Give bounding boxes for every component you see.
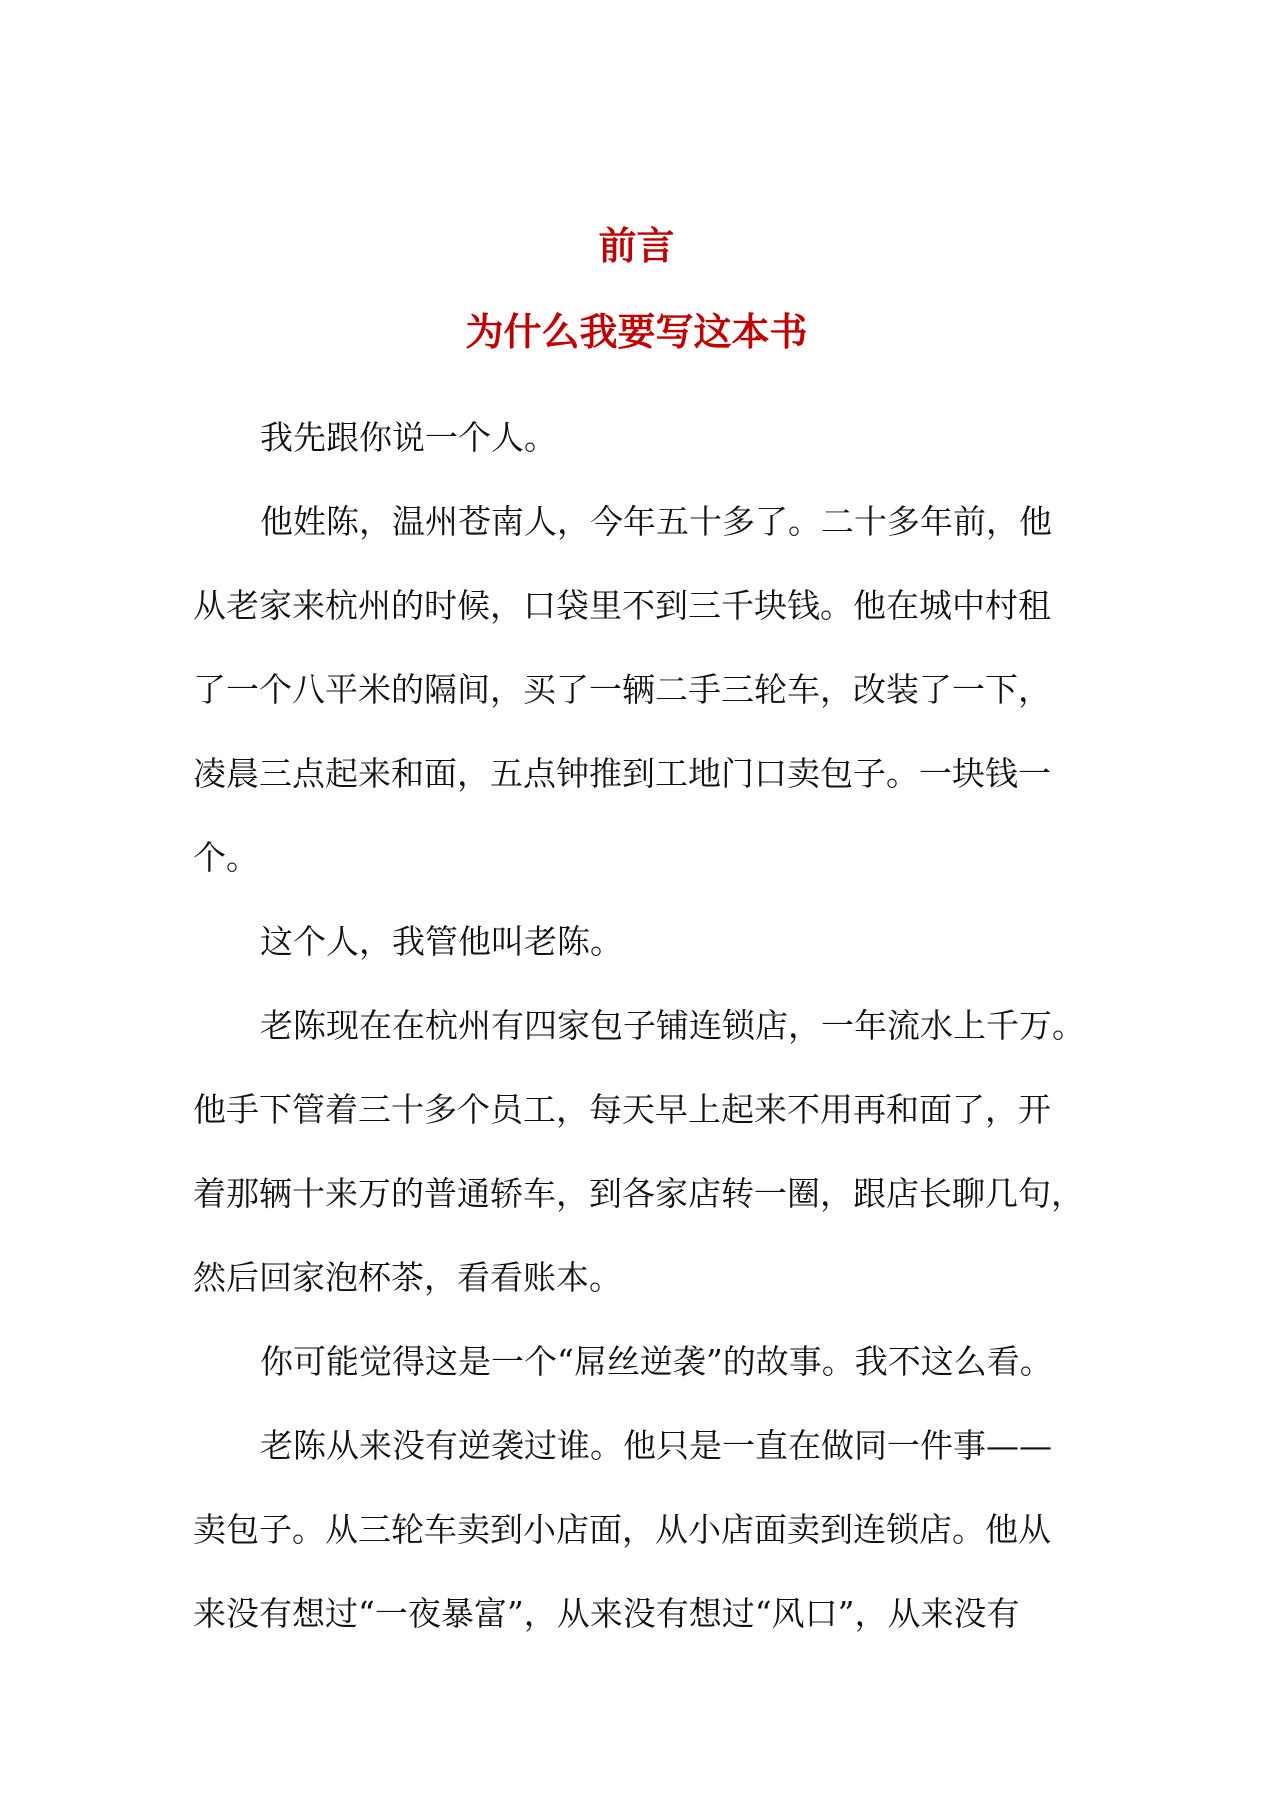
paragraph [193, 396, 1080, 480]
text-line: 老陈现在在杭州有四家包子铺连锁店，一年流水上千万。 [260, 1006, 1085, 1045]
paragraph [193, 900, 1080, 984]
text-line: 来没有想过“一夜暴富”，从来没有想过“风口”，从来没有 [193, 1594, 1020, 1633]
text-line: 他手下管着三十多个员工，每天早上起来不用再和面了，开 [193, 1090, 1051, 1129]
text-line: 老陈从来没有逆袭过谁。他只是一直在做同一件事—— [260, 1426, 1052, 1465]
text-line: 他姓陈，温州苍南人，今年五十多了。二十多年前，他 [260, 502, 1052, 541]
chapter-title: 前言 [598, 223, 675, 268]
text-line: 这个人，我管他叫老陈。 [260, 922, 623, 961]
paragraph [193, 480, 1080, 900]
text-line: 凌晨三点起来和面，五点钟推到工地门口卖包子。一块钱一 [193, 754, 1051, 793]
text-line: 卖包子。从三轮车卖到小店面，从小店面卖到连锁店。他从 [193, 1510, 1051, 1549]
text-line: 我先跟你说一个人。 [260, 418, 557, 457]
paragraph [193, 984, 1085, 1320]
paragraph [193, 1320, 1080, 1404]
text-line: 从老家来杭州的时候，口袋里不到三千块钱。他在城中村租 [193, 586, 1051, 625]
text-line: 然后回家泡杯茶，看看账本。 [193, 1258, 622, 1297]
text-line: 了一个八平米的隔间，买了一辆二手三轮车，改装了一下， [193, 670, 1051, 709]
chapter-subtitle: 为什么我要写这本书 [465, 309, 808, 354]
text-line: 你可能觉得这是一个“屌丝逆袭”的故事。我不这么看。 [260, 1342, 1053, 1381]
body-text [193, 396, 1085, 1656]
text-line: 个。 [193, 838, 259, 877]
paragraph [193, 1404, 1080, 1656]
text-line: 着那辆十来万的普通轿车，到各家店转一圈，跟店长聊几句， [193, 1174, 1084, 1213]
